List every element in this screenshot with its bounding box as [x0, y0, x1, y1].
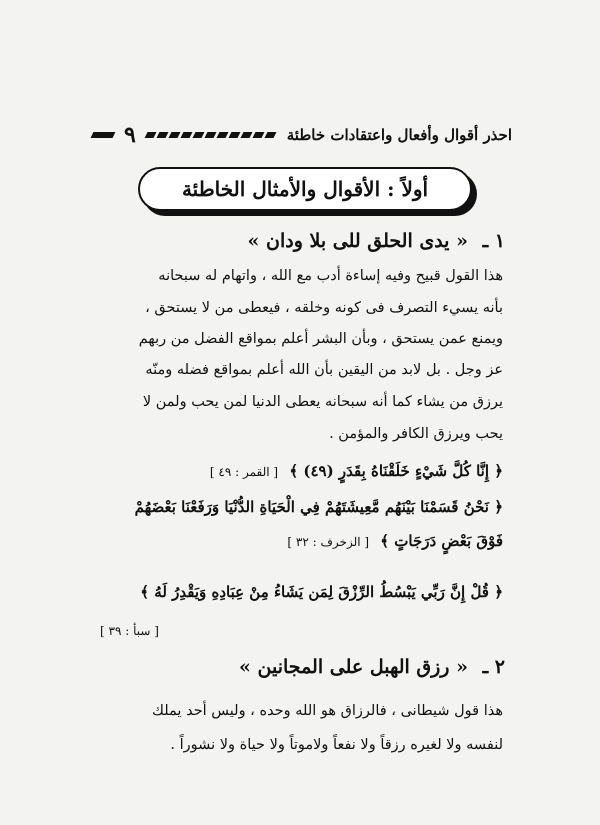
section-2-line-1: هذا قول شيطانى ، فالرزاق هو الله وحده ، وليس أحد يملك: [152, 703, 503, 719]
header-tail-rule: [91, 132, 116, 138]
section-1-number: ١ ـ: [482, 230, 505, 252]
section-2-number: ٢ ـ: [482, 656, 505, 678]
running-header: [92, 122, 512, 148]
verse-1-ref: [ القمر : ٤٩ ]: [209, 465, 279, 479]
section-2-heading: [239, 656, 505, 678]
section-2-title: « رزق الهبل على المجانين »: [239, 656, 468, 678]
section-1-heading: [248, 230, 505, 252]
header-title: احذر أقوال وأفعال واعتقادات خاطئة: [286, 126, 512, 144]
section-1-line-3: ويمنع عمن يستحق ، وبأن البشر أعلم بمواقع الفضل من ربهم: [138, 331, 503, 347]
section-1-line-4: عز وجل . بل لابد من اليقين بأن الله أعلم بمواقع فضله ومنّه: [145, 362, 503, 378]
section-2-line-2: لنفسه ولا لغيره رزقاً ولا نفعاً ولاموتاً ولا حياة ولا نشوراً .: [170, 737, 503, 753]
chapter-banner: [138, 167, 472, 211]
verse-3-text: ﴿ قُلْ إِنَّ رَبِّي يَبْسُطُ الرِّزْقَ لِمَن يَشَاءُ مِنْ عِبَادِهِ وَيَقْدِرُ لَهُ ﴾: [140, 583, 503, 601]
verse-1-text: ﴿ إِنَّا كُلَّ شَيْءٍ خَلَقْنَاهُ بِقَدَرٍ (٤٩) ﴾: [289, 462, 503, 480]
verse-2: [135, 498, 503, 516]
verse-1: [210, 462, 503, 480]
section-1-line-6: يحب ويرزق الكافر والمؤمن .: [329, 426, 503, 442]
verse-2-cont: [287, 532, 503, 550]
section-1-line-5: يرزق من يشاء كما أنه سبحانه يعطى الدنيا لمن يحب ولمن لا: [142, 394, 503, 410]
verse-3-ref: [ سبأ : ٣٩ ]: [100, 624, 159, 638]
banner-title: أولاً : الأقوال والأمثال الخاطئة: [181, 177, 429, 201]
section-1-line-1: هذا القول قبيح وفيه إساءة أدب مع الله ، واتهام له سبحانه: [158, 268, 503, 284]
header-dash-rule: [144, 132, 278, 138]
verse-2-ref: [ الزخرف : ٣٢ ]: [287, 535, 370, 549]
verse-2-text: ﴿ نَحْنُ قَسَمْنَا بَيْنَهُم مَّعِيشَتَهُمْ فِي الْحَيَاةِ الدُّنْيَا وَرَفَعْنَا بَعْضَهُمْ: [134, 498, 503, 516]
page-number: ٩: [124, 122, 136, 148]
section-1-title: « يدى الحلق للى بلا ودان »: [247, 230, 468, 252]
verse-2-cont-text: فَوْقَ بَعْضٍ دَرَجَاتٍ ﴾: [380, 532, 503, 550]
section-1-line-2: بأنه يسيء التصرف فى كونه وخلقه ، فيعطى من لا يستحق ،: [145, 300, 503, 316]
verse-3: [140, 583, 503, 601]
